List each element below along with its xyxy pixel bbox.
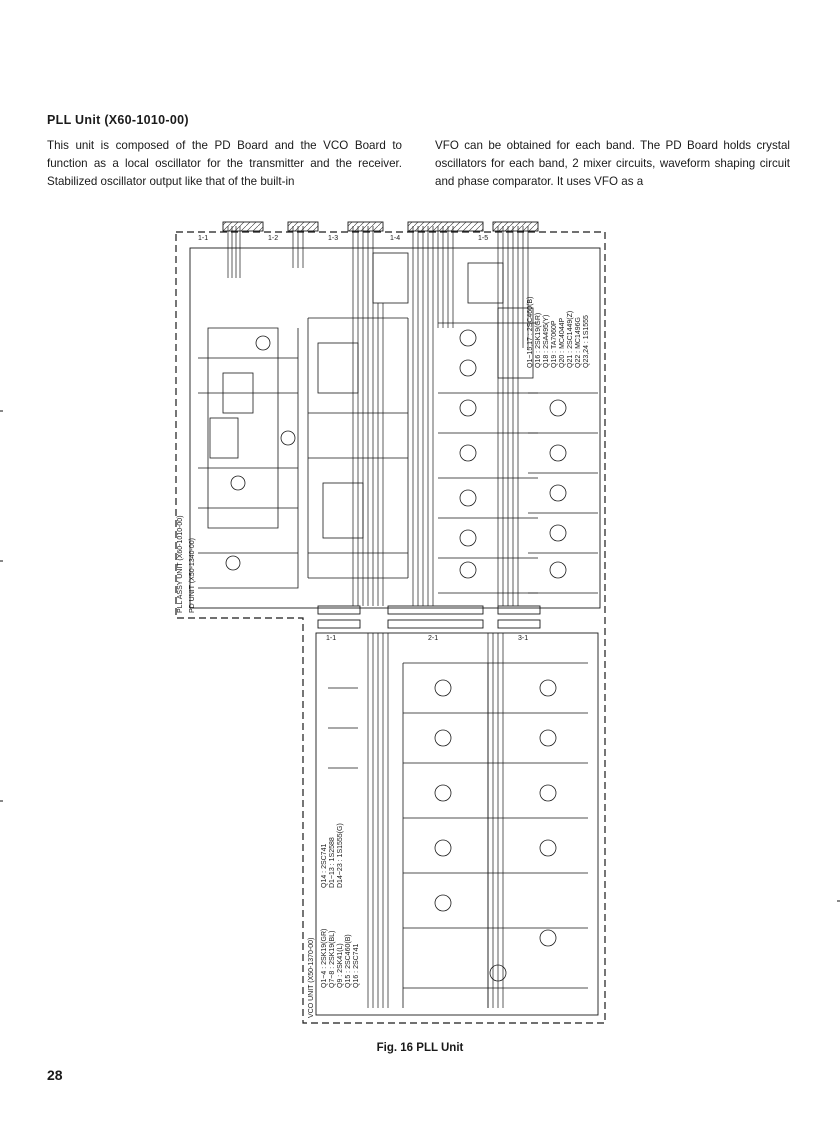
vco-connector-label: 3-1 (518, 635, 529, 642)
body-column-left (47, 137, 402, 191)
vco-parts-2: Q9 : 2SK41(L) (337, 943, 344, 988)
body-paragraph-right: VFO can be obtained for each band. The PD Board holds crystal oscillators for each band, 2 mixer circuits, waveform shaping circuit and phase comparator. It uses VFO as a (435, 139, 790, 188)
vco-parts-0: Q1~4 : 2SK19(GR) (321, 928, 328, 988)
connector-label: 1-5 (478, 235, 489, 242)
scan-mark (0, 800, 3, 802)
figure-caption: Fig. 16 PLL Unit (376, 1042, 464, 1054)
pll-unit-schematic (168, 208, 613, 1033)
pd-unit-label: PD UNIT (X50-1340-00) (189, 538, 196, 613)
pd-board-outline (190, 248, 600, 608)
body-column-right (435, 137, 790, 191)
vco-parts-1: Q7~8 : 2SK19(BL) (329, 930, 336, 988)
vco-unit-label: VCO UNIT (X50-1370-00) (308, 937, 315, 1018)
pd-parts-3: Q19 : TA7060P (551, 320, 558, 368)
body-paragraph-left: This unit is composed of the PD Board and the VCO Board to function as a local oscillator for the transmitter and the receiver. Stabilized oscillator output like that of the built-in (47, 139, 402, 188)
pd-parts-5: Q21 : 2SC1449(Z) (567, 310, 574, 368)
vco-parts2-1: D1~13 : 1S2588 (329, 837, 336, 888)
scan-mark (0, 560, 3, 562)
pd-parts-0: Q1~15,17 : 2SC460(B) (527, 296, 534, 368)
pd-parts-4: Q20 : MC4044P (559, 317, 566, 368)
connector-label: 1-1 (198, 235, 209, 242)
pll-assy-label: PLL ASSY UNIT (X60-1010-00) (177, 515, 184, 613)
pd-parts-7: Q23,24 : 1S1555 (583, 315, 590, 368)
vco-parts-4: Q16 : 2SC741 (353, 943, 360, 988)
section-heading: PLL Unit (X60-1010-00) (47, 113, 189, 127)
pd-parts-2: Q18 : 2SA495(Y) (543, 314, 550, 368)
pd-parts-6: Q22 : MC1496G (575, 317, 582, 368)
connector-label: 1-4 (390, 235, 401, 242)
page-number: 28 (47, 1067, 63, 1083)
connector-label: 1-3 (328, 235, 339, 242)
pd-parts-1: Q16 : 2SK19(GR) (535, 312, 542, 368)
vco-connector-label: 2-1 (428, 635, 439, 642)
vco-parts2-2: D14~23 : 1S1555(G) (337, 823, 344, 888)
scan-mark (0, 410, 3, 412)
connector-label: 1-2 (268, 235, 279, 242)
vco-parts-3: Q15 : 2SC460(B) (345, 934, 352, 988)
vco-parts2-0: Q14 : 2SC741 (321, 843, 328, 888)
vco-connector-label: 1-1 (326, 635, 337, 642)
